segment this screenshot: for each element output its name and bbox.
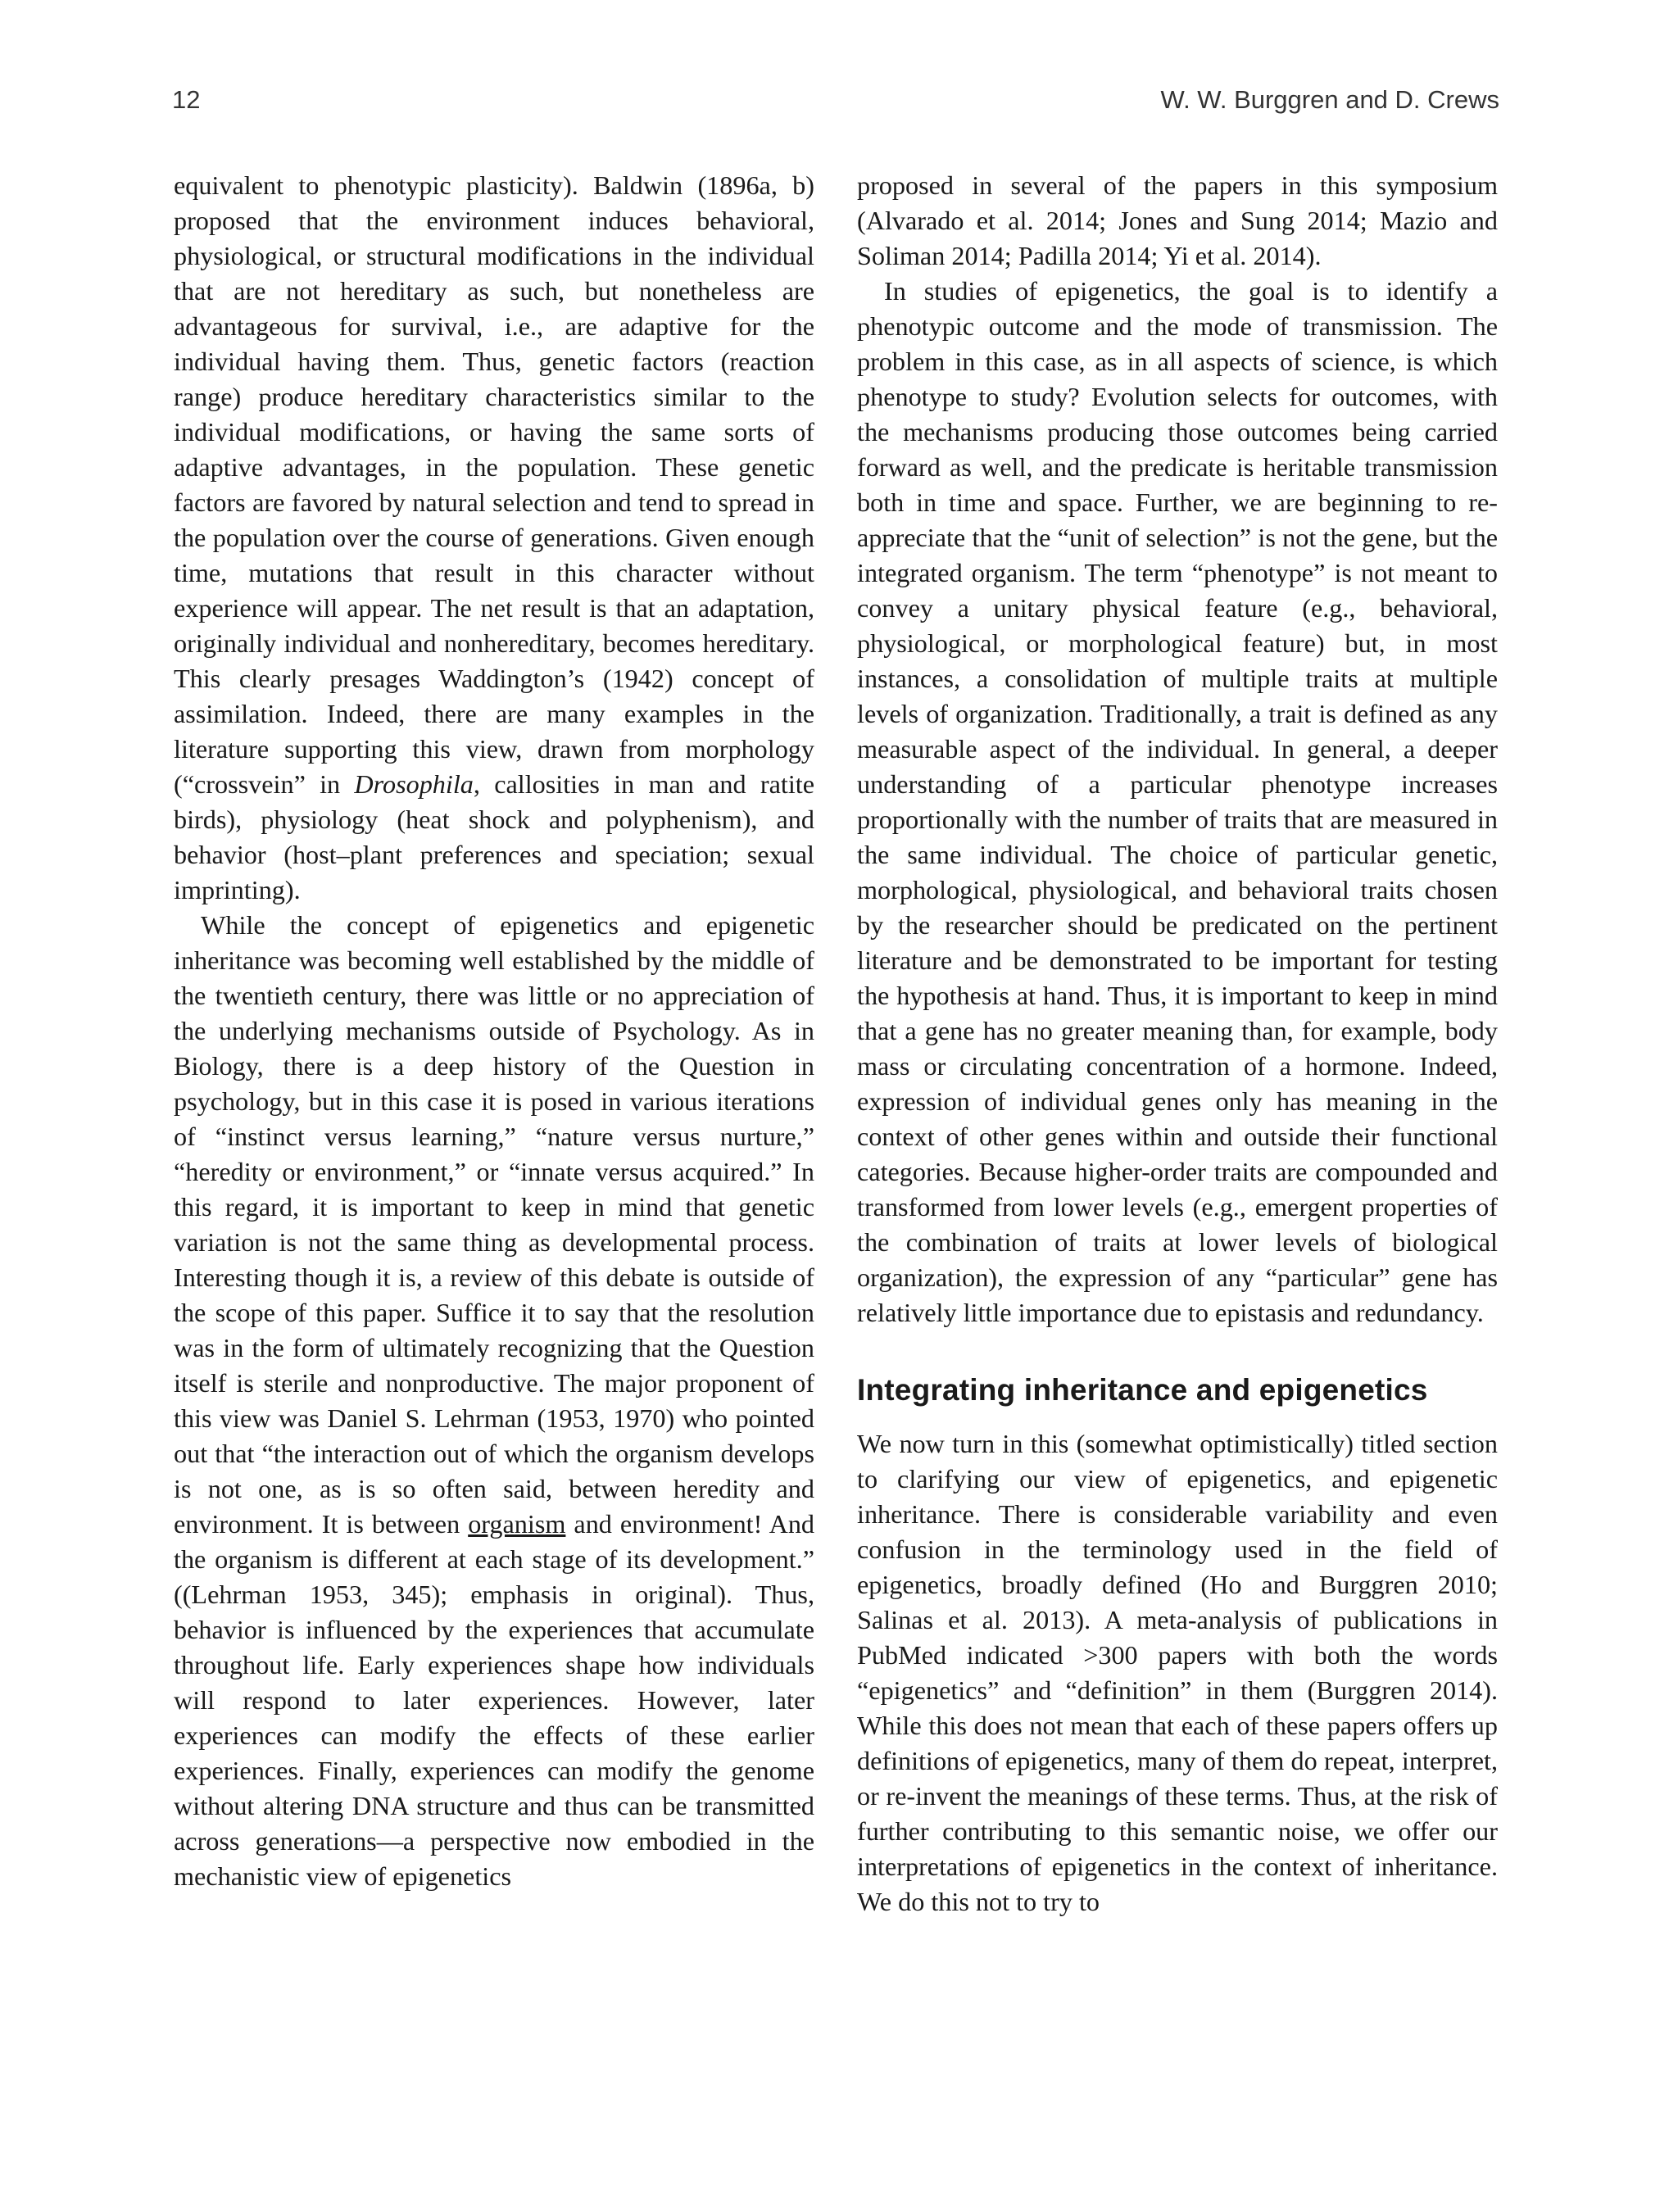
page-number: 12 — [172, 85, 201, 114]
paragraph-text: , callosities in man and ratite birds), physiology (heat shock and polyphenism), and behavior (host–plant preferences and speciation; sexual imprinting). — [174, 769, 814, 904]
paragraph-text: equivalent to phenotypic plasticity). Baldwin (1896a, b) proposed that the environment induces behavioral, physiological, or structural modifications in the individual that are not hereditary as such, but nonetheless are advantageous for survival, i.e., are adaptive for the individual having them. Thus, genetic factors (reaction range) produce hereditary characteristics similar to the individual modifications, or having the same sorts of adaptive advantages, in the population. These genetic factors are favored by natural selection and tend to spread in the population over the course of generations. Given enough time, mutations that result in this character without experience will appear. The net result is that an adaptation, originally individual and nonhereditary, becomes hereditary. This clearly presages Waddington’s (1942) concept of assimilation. Indeed, there are many examples in the literature supporting this view, drawn from morphology (“crossvein” in — [174, 170, 814, 799]
paragraph-text: and environment! And the organism is different at each stage of its development.” ((Lehrman 1953, 345); emphasis in original). Thus, behavior is influenced by the experiences that accumulate throughout life. Early experiences shape how individuals will respond to later experiences. However, later experiences can modify the effects of these earlier experiences. Finally, experiences can modify the genome without altering DNA structure and thus can be transmitted across generations—a perspective now embodied in the mechanistic view of epigenetics — [174, 1509, 815, 1891]
italic-text: Drosophila — [354, 769, 474, 799]
left-column — [174, 168, 814, 1894]
paragraph: In studies of epigenetics, the goal is to identify a phenotypic outcome and the mode of transmission. The problem in this case, as in all aspects of science, is which phenotype to study? Evolution selects for outcomes, with the mechanisms producing those outcomes being carried forward as well, and the predicate is heritable transmission both in time and space. Further, we are beginning to re-appreciate that the “unit of selection” is not the gene, but the integrated organism. The term “phenotype” is not meant to convey a unitary physical feature (e.g., behavioral, physiological, or morphological feature) but, in most instances, a consolidation of multiple traits at multiple levels of organization. Traditionally, a trait is defined as any measurable aspect of the individual. In general, a deeper understanding of a particular phenotype increases proportionally with the number of traits that are measured in the same individual. The choice of particular genetic, morphological, physiological, and behavioral traits chosen by the researcher should be predicated on the pertinent literature and be demonstrated to be important for testing the hypothesis at hand. Thus, it is important to keep in mind that a gene has no greater meaning than, for example, body mass or circulating concentration of a hormone. Indeed, expression of individual genes only has meaning in the context of other genes within and outside their functional categories. Because higher-order traits are compounded and transformed from lower levels (e.g., emergent properties of the combination of traits at lower levels of biological organization), the expression of any “particular” gene has relatively little importance due to epistasis and redundancy. — [857, 276, 1498, 1327]
page-header — [172, 85, 1499, 125]
section-heading: Integrating inheritance and epigenetics — [857, 1373, 1428, 1407]
paragraph: We now turn in this (somewhat optimistically) titled section to clarifying our view of epigenetics, and epigenetic inheritance. There is considerable variability and even confusion in the terminology used in the field of epigenetics, broadly defined (Ho and Burggren 2010; Salinas et al. 2013). A meta-analysis of publications in PubMed indicated >300 papers with both the words “epigenetics” and “definition” in them (Burggren 2014). While this does not mean that each of these papers offers up definitions of epigenetics, many of them do repeat, interpret, or re-invent the meanings of these terms. Thus, at the risk of further contributing to this semantic noise, we offer our interpretations of epigenetics in the context of inheritance. We do this not to try to — [857, 1429, 1498, 1916]
paragraph: proposed in several of the papers in this symposium (Alvarado et al. 2014; Jones and Sung 2014; Mazio and Soliman 2014; Padilla 2014; Yi et al. 2014). — [857, 170, 1498, 270]
paragraph — [174, 908, 814, 1894]
paragraph — [174, 168, 814, 908]
underlined-text: organism — [468, 1509, 566, 1539]
running-head: W. W. Burggren and D. Crews — [1160, 85, 1499, 114]
right-column — [857, 168, 1498, 1920]
paragraph-text: While the concept of epigenetics and epigenetic inheritance was becoming well established by the middle of the twentieth century, there was little or no appreciation of the underlying mechanisms outside of Psychology. As in Biology, there is a deep history of the Question in psychology, but in this case it is posed in various iterations of “instinct versus learning,” “nature versus nurture,” “heredity or environment,” or “innate versus acquired.” In this regard, it is important to keep in mind that genetic variation is not the same thing as developmental process. Interesting though it is, a review of this debate is outside of the scope of this paper. Suffice it to say that the resolution was in the form of ultimately recognizing that the Question itself is sterile and nonproductive. The major proponent of this view was Daniel S. Lehrman (1953, 1970) who pointed out that “the interaction out of which the organism develops is not one, as is so often said, between heredity and environment. It is between — [174, 910, 814, 1539]
